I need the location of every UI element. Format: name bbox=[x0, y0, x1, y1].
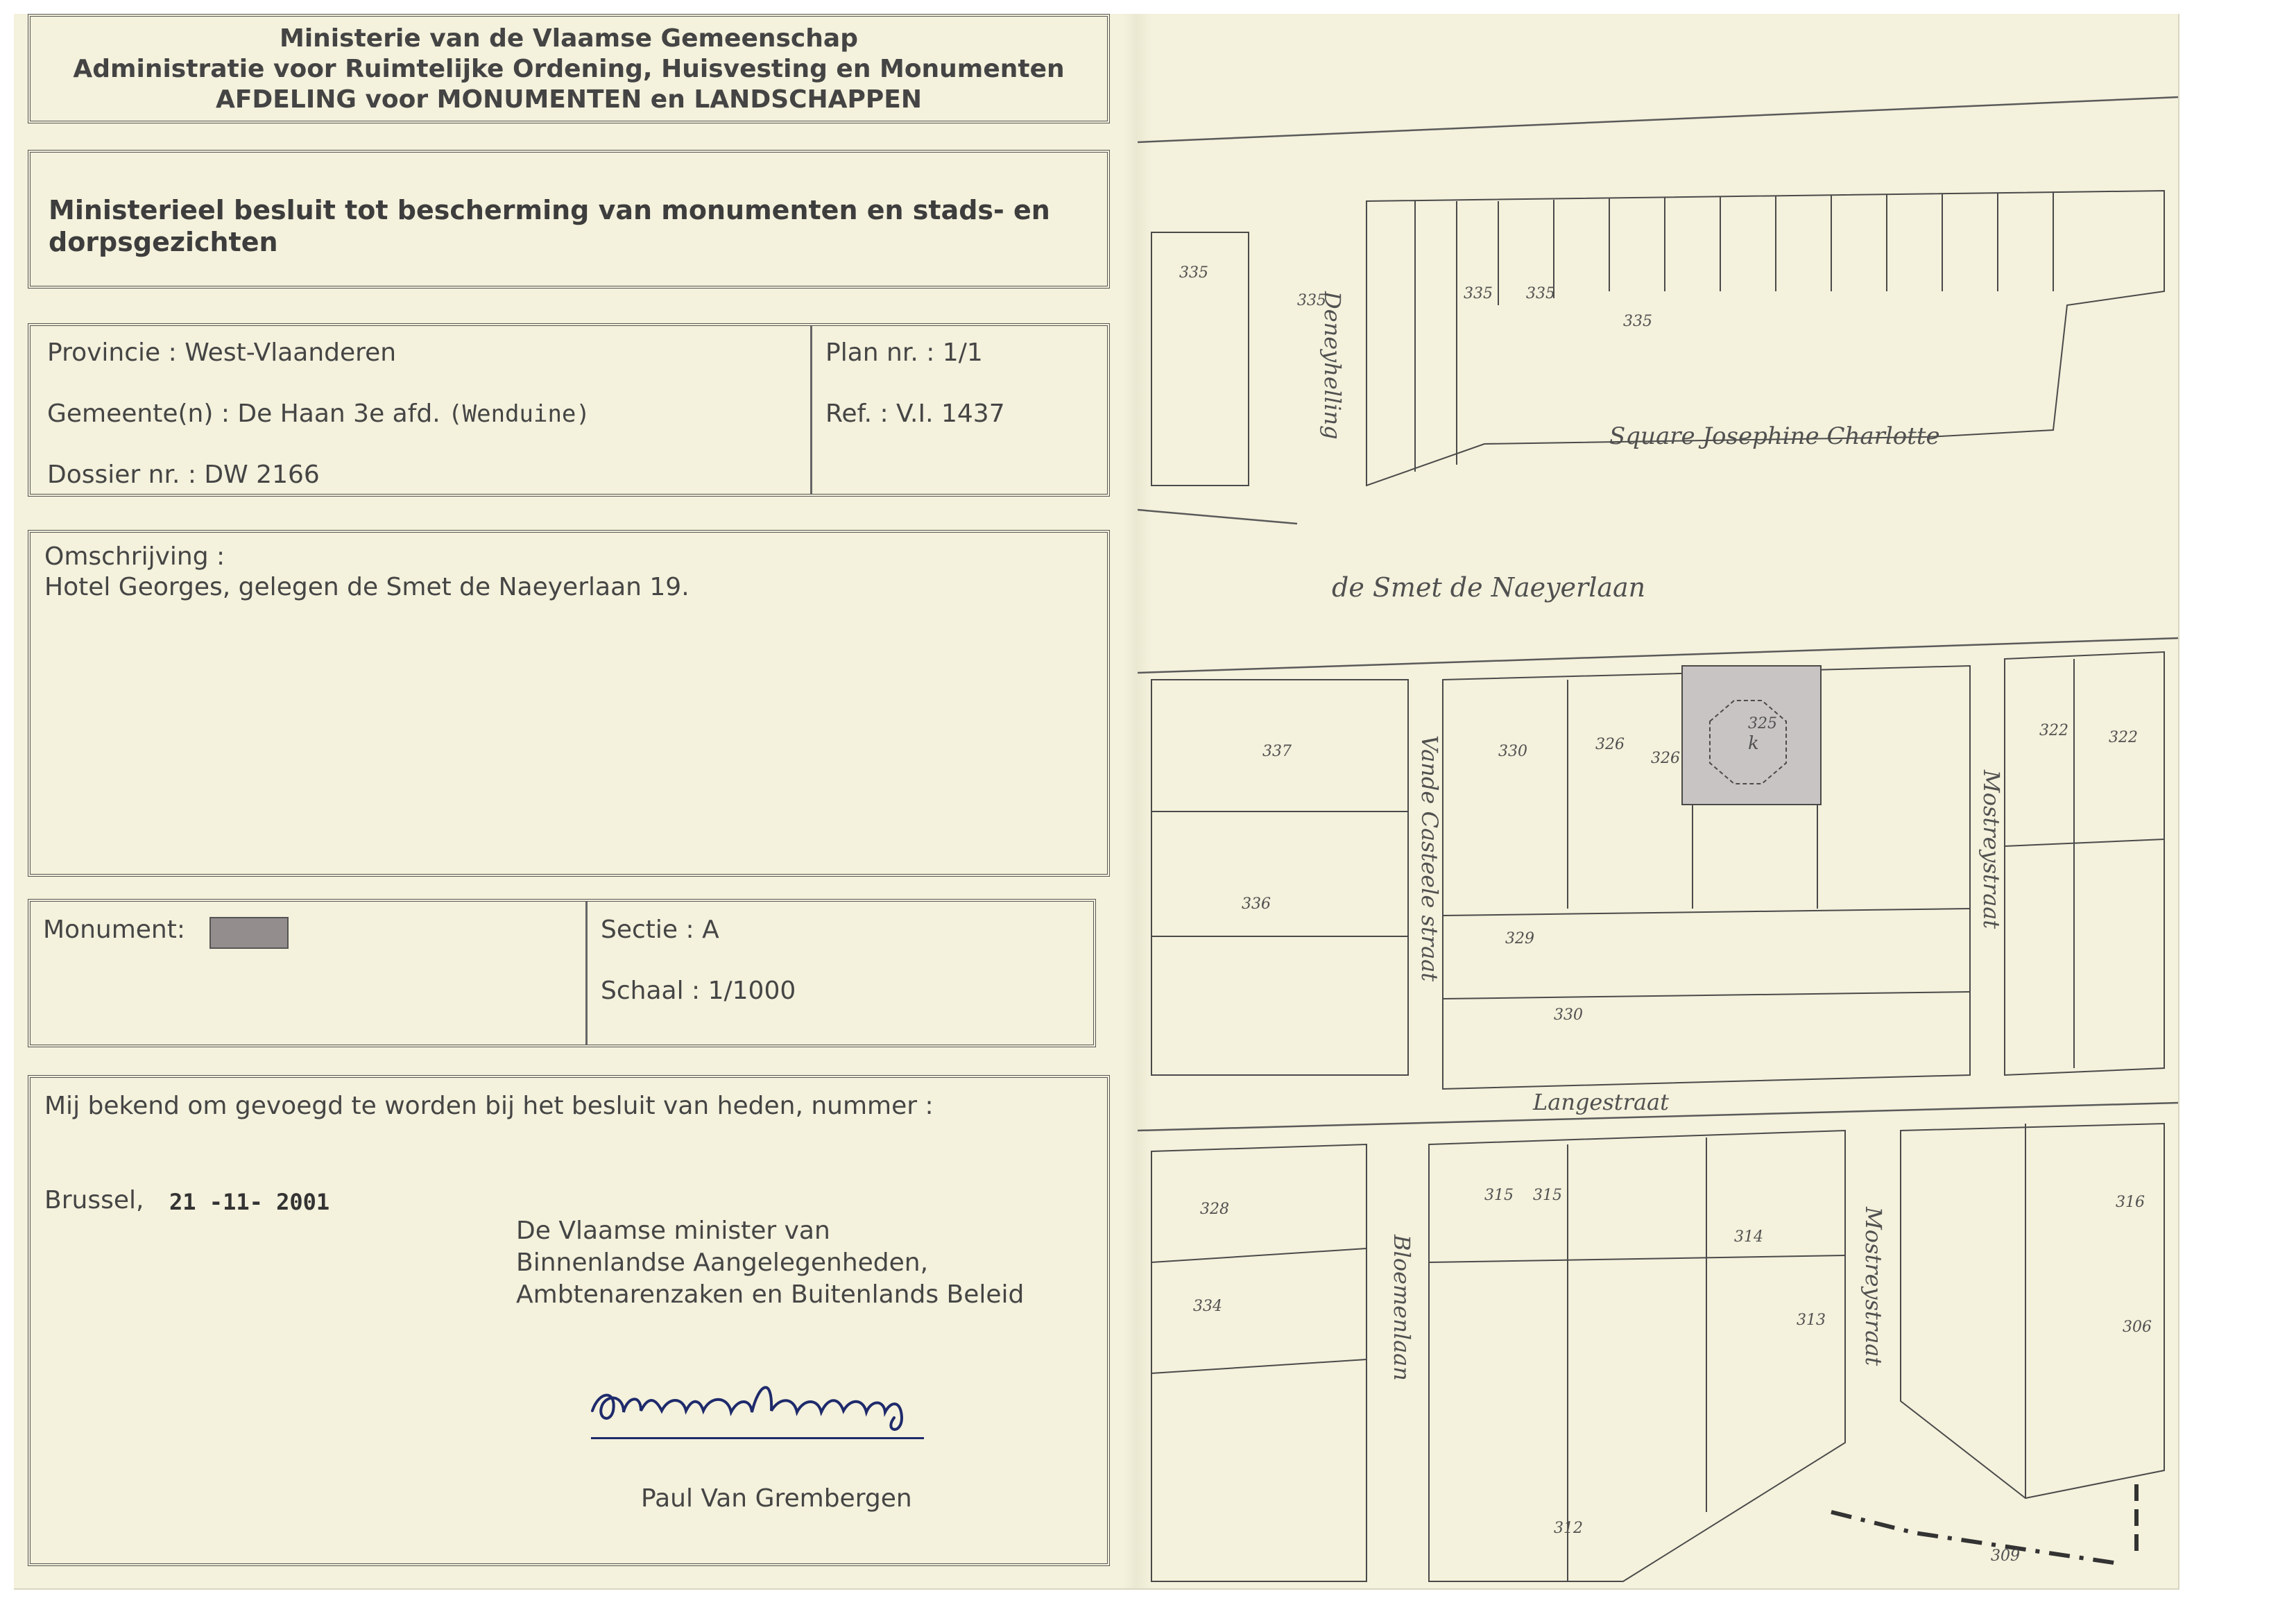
schaal-field: Schaal : 1/1000 bbox=[601, 977, 796, 1005]
parcel-number: 326 bbox=[1595, 736, 1625, 753]
parcel-number: 335 bbox=[1526, 285, 1555, 302]
description-label: Omschrijving : bbox=[44, 542, 225, 571]
parcel-number: 326 bbox=[1651, 750, 1680, 767]
parcel-number: 315 bbox=[1533, 1187, 1562, 1204]
parcel-number: 328 bbox=[1200, 1201, 1229, 1218]
parcel-number: 322 bbox=[2039, 722, 2068, 739]
handwritten-signature bbox=[585, 1369, 974, 1439]
parcel-number: 330 bbox=[1498, 743, 1527, 760]
header-line-1: Ministerie van de Vlaamse Gemeenschap bbox=[280, 24, 858, 53]
description-box bbox=[28, 530, 1110, 877]
parcel-number: 335 bbox=[1297, 292, 1326, 309]
street-langestraat: Langestraat bbox=[1533, 1089, 1669, 1115]
minister-name: Paul Van Grembergen bbox=[641, 1484, 912, 1513]
minister-line-3: Ambtenarenzaken en Buitenlands Beleid bbox=[516, 1280, 1025, 1309]
sectie-field: Sectie : A bbox=[601, 916, 719, 944]
signature-line bbox=[591, 1437, 924, 1439]
gemeente-field bbox=[47, 400, 590, 428]
street-bloemenlaan: Bloemenlaan bbox=[1389, 1235, 1415, 1381]
parcel-number: 325 bbox=[1748, 715, 1777, 732]
monument-box bbox=[28, 899, 1096, 1047]
gemeente-text: Gemeente(n) : De Haan 3e afd. bbox=[47, 400, 440, 428]
parcel-number: 335 bbox=[1623, 313, 1652, 330]
street-edges bbox=[1138, 97, 2178, 1131]
parcel-blocks bbox=[1151, 191, 2164, 1581]
street-vandecasteele: Vande Casteele straat bbox=[1416, 735, 1443, 982]
street-mostreystraat-2: Mostreystraat bbox=[1860, 1207, 1887, 1366]
parcel-labels bbox=[1179, 264, 2152, 1565]
dossier-field: Dossier nr. : DW 2166 bbox=[47, 461, 320, 489]
provincie-field: Provincie : West-Vlaanderen bbox=[47, 338, 397, 367]
parcel-number: 330 bbox=[1554, 1006, 1583, 1024]
info-box bbox=[28, 323, 1110, 497]
document-sheet bbox=[14, 14, 2179, 1590]
header-line-2: Administratie voor Ruimtelijke Ordening, Huisvesting en Monumenten bbox=[73, 55, 1065, 83]
plan-field: Plan nr. : 1/1 bbox=[825, 338, 983, 367]
date-stamp: 21 -11- 2001 bbox=[169, 1189, 330, 1215]
cadastral-map bbox=[1138, 14, 2178, 1588]
street-deneyhelling: Deneyhelling bbox=[1319, 291, 1346, 440]
parcel-number: 335 bbox=[1179, 264, 1208, 282]
parcel-number: 322 bbox=[2109, 729, 2138, 746]
street-mostreystraat: Mostreystraat bbox=[1978, 770, 2005, 929]
parcel-number: 315 bbox=[1484, 1187, 1514, 1204]
street-main: de Smet de Naeyerlaan bbox=[1332, 572, 1646, 603]
parcel-number: 329 bbox=[1505, 930, 1534, 947]
monument-label: Monument: bbox=[43, 916, 185, 944]
header-line-3: AFDELING voor MONUMENTEN en LANDSCHAPPEN bbox=[215, 85, 923, 114]
monument-legend-swatch bbox=[209, 917, 289, 949]
map-drawing bbox=[1138, 14, 2178, 1588]
ministry-header bbox=[28, 14, 1110, 123]
title-line-2: dorpsgezichten bbox=[49, 227, 278, 257]
parcel-number: 313 bbox=[1797, 1312, 1826, 1329]
decree-title bbox=[28, 150, 1110, 289]
parcel-number: 314 bbox=[1734, 1228, 1763, 1246]
minister-line-1: De Vlaamse minister van bbox=[516, 1217, 830, 1245]
known-statement: Mij bekend om gevoegd te worden bij het besluit van heden, nummer : bbox=[44, 1092, 934, 1120]
parcel-number: 306 bbox=[2123, 1319, 2152, 1336]
parcel-number: 337 bbox=[1262, 743, 1292, 760]
district-boundary bbox=[1831, 1512, 2123, 1564]
ref-field: Ref. : V.I. 1437 bbox=[825, 400, 1005, 428]
parcel-number: 334 bbox=[1193, 1298, 1222, 1315]
signature-box bbox=[28, 1075, 1110, 1566]
monument-divider bbox=[585, 902, 588, 1045]
place-label: Brussel, bbox=[44, 1186, 144, 1214]
minister-line-2: Binnenlandse Aangelegenheden, bbox=[516, 1248, 929, 1277]
description-text: Hotel Georges, gelegen de Smet de Naeyerlaan 19. bbox=[44, 573, 689, 601]
parcel-number: 316 bbox=[2116, 1194, 2145, 1211]
parcel-number: 336 bbox=[1242, 895, 1271, 913]
parcel-number: 312 bbox=[1554, 1520, 1583, 1537]
info-divider bbox=[810, 326, 812, 494]
parcel-number: 309 bbox=[1991, 1547, 2020, 1565]
monument-parcel-label: k bbox=[1748, 733, 1759, 754]
parcel-number: 335 bbox=[1464, 285, 1493, 302]
gemeente-handwritten: (Wenduine) bbox=[448, 400, 590, 428]
title-line-1: Ministerieel besluit tot bescherming van monumenten en stads- en bbox=[49, 195, 1050, 225]
street-square: Square Josephine Charlotte bbox=[1609, 422, 1940, 450]
